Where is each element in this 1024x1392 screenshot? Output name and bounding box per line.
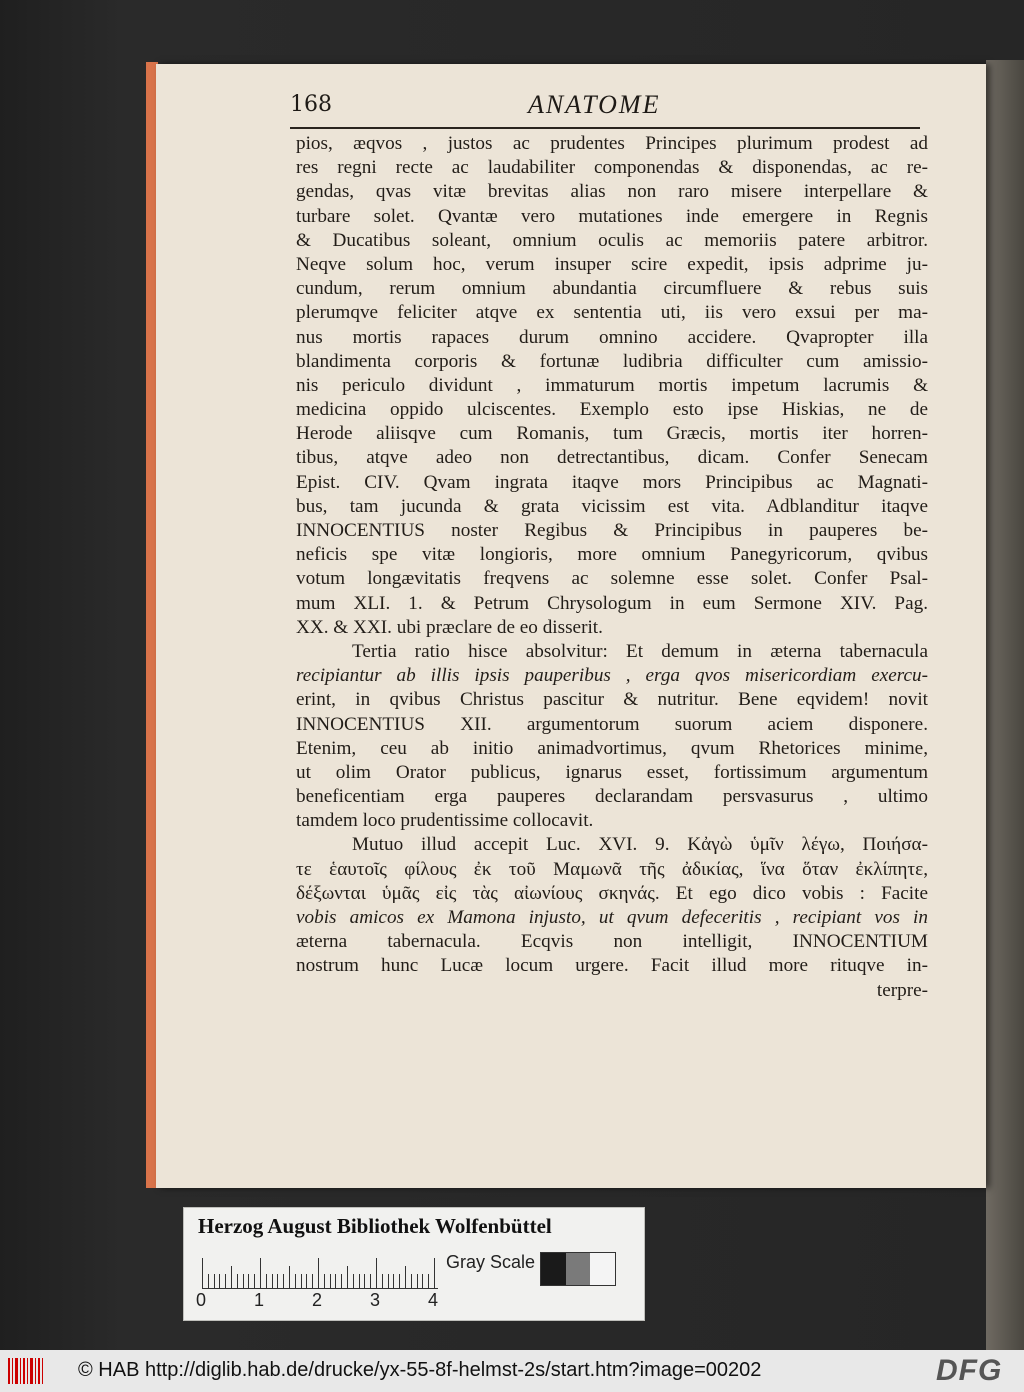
- ruler-numbers: [196, 1290, 456, 1314]
- ruler-tick: [428, 1274, 429, 1288]
- text-line: æterna tabernacula. Ecqvis non intelligit, INNOCENTIUM: [296, 931, 928, 953]
- text-line: nus mortis rapaces durum omnino accidere. Qvapropter illa: [296, 326, 928, 348]
- ruler-tick: [231, 1266, 232, 1288]
- barcode-icon: [6, 1356, 46, 1386]
- book-binding-edge: [986, 60, 1024, 1350]
- text-line: nostrum hunc Lucæ locum urgere. Facit illud more rituqve in-: [296, 955, 928, 977]
- ruler-tick: [312, 1274, 313, 1288]
- ruler-tick: [330, 1274, 331, 1288]
- text-line: blandimenta corporis & fortunæ ludibria difficulter cum amissio-: [296, 350, 928, 372]
- gray-swatch-light: [590, 1253, 615, 1285]
- dfg-logo: DFG: [936, 1354, 1003, 1387]
- gray-swatch-mid: [566, 1253, 591, 1285]
- ruler-number: 1: [254, 1290, 265, 1310]
- text-line: neficis spe vitæ longioris, more omnium Panegyricorum, qvibus: [296, 544, 928, 566]
- ruler-tick: [266, 1274, 267, 1288]
- ruler-tick: [364, 1274, 365, 1288]
- ruler-tick: [237, 1274, 238, 1288]
- page-header: [290, 92, 920, 126]
- text-line: erint, in qvibus Christus pascitur & nutritur. Bene eqvidem! novit: [296, 689, 928, 711]
- ruler-tick: [248, 1274, 249, 1288]
- text-line: plerumqve feliciter atqve ex sententia uti, iis vero exsui per ma-: [296, 302, 928, 324]
- text-line: tamdem loco prudentissime collocavit.: [296, 810, 594, 832]
- ruler-number: 3: [370, 1290, 381, 1310]
- header-rule: [290, 127, 920, 129]
- ruler-tick: [376, 1258, 377, 1288]
- ruler-number: 0: [196, 1290, 207, 1310]
- ruler-number: 2: [312, 1290, 323, 1310]
- ruler-tick: [434, 1258, 435, 1288]
- text-line: beneficentiam erga pauperes declarandam persvasurus , ultimo: [296, 786, 928, 808]
- ruler-tick: [318, 1258, 319, 1288]
- ruler-tick: [341, 1274, 342, 1288]
- ruler-tick: [399, 1274, 400, 1288]
- ruler-tick: [243, 1274, 244, 1288]
- ruler-tick: [411, 1274, 412, 1288]
- text-line: & Ducatibus soleant, omnium oculis ac memoriis patere arbitror.: [296, 229, 928, 251]
- ruler-tick: [370, 1274, 371, 1288]
- text-line: ut olim Orator publicus, ignarus esset, fortissimum argumentum: [296, 761, 928, 783]
- color-calibration-card: [183, 1207, 645, 1321]
- ruler-tick: [353, 1274, 354, 1288]
- ruler-tick: [214, 1274, 215, 1288]
- card-title: Herzog August Bibliothek Wolfenbüttel: [198, 1214, 552, 1238]
- ruler-tick: [347, 1266, 348, 1288]
- ruler-tick: [272, 1274, 273, 1288]
- text-line: vobis amicos ex Mamona injusto, ut qvum defeceritis , recipiant vos in: [296, 907, 928, 928]
- text-line: mum XLI. 1. & Petrum Chrysologum in eum Sermone XIV. Pag.: [296, 592, 928, 614]
- text-line: recipiantur ab illis ipsis pauperibus , erga qvos misericordiam exercu-: [296, 665, 928, 687]
- ruler-tick: [359, 1274, 360, 1288]
- ruler-scale: [202, 1256, 438, 1289]
- ruler-tick: [417, 1274, 418, 1288]
- gray-swatch-dark: [541, 1253, 566, 1285]
- text-line: cundum, rerum omnium abundantia circumfluere & rebus suis: [296, 278, 928, 300]
- ruler-tick: [283, 1274, 284, 1288]
- footer-bar: [0, 1350, 1024, 1392]
- ruler-tick: [277, 1274, 278, 1288]
- text-line: tibus, atqve adeo non detrectantibus, dicam. Confer Senecam: [296, 447, 928, 469]
- text-line: Epist. CIV. Qvam ingrata itaqve mors Principibus ac Magnati-: [296, 471, 928, 493]
- text-line: res regni recte ac laudabiliter componendas & disponendas, ac re-: [296, 157, 928, 179]
- text-line: δέξωνται ὑμᾶς εἰς τὰς αἰωνίους σκηνάς. Et ego dico vobis : Facite: [296, 882, 928, 904]
- ruler-number: 4: [428, 1290, 439, 1310]
- gray-scale-swatches: [540, 1252, 616, 1286]
- page-number: 168: [290, 92, 332, 117]
- text-line: pios, æqvos , justos ac prudentes Principes plurimum prodest ad: [296, 133, 928, 154]
- ruler-tick: [295, 1274, 296, 1288]
- text-line: Neqve solum hoc, verum insuper scire expedit, ipsis adprime ju-: [296, 253, 928, 275]
- ruler-tick: [382, 1274, 383, 1288]
- text-line: INNOCENTIUS noster Regibus & Principibus in pauperes be-: [296, 520, 928, 541]
- ruler-tick: [208, 1274, 209, 1288]
- ruler-tick: [335, 1274, 336, 1288]
- ruler-tick: [422, 1274, 423, 1288]
- text-line: votum longævitatis freqvens ac solemne esse solet. Confer Psal-: [296, 568, 928, 590]
- text-line: τε ἑαυτοῖς φίλους ἐκ τοῦ Μαμωνᾶ τῆς ἀδικίας, ἵνα ὅταν ἐκλίπητε,: [296, 858, 928, 880]
- running-title: ANATOME: [528, 90, 661, 119]
- catchword: terpre-: [876, 979, 928, 1001]
- ruler-tick: [306, 1274, 307, 1288]
- ruler-tick: [219, 1274, 220, 1288]
- text-line: XX. & XXI. ubi præclare de eo disserit.: [296, 616, 603, 638]
- ruler-tick: [324, 1274, 325, 1288]
- text-line: turbare solet. Qvantæ vero mutationes inde emergere in Regnis: [296, 205, 928, 227]
- ruler-tick: [225, 1274, 226, 1288]
- text-line: nis periculo dividunt , immaturum mortis impetum lacrumis &: [296, 374, 928, 396]
- text-line: Herode aliisqve cum Romanis, tum Græcis, mortis iter horren-: [296, 423, 928, 445]
- footer-url-text: © HAB http://diglib.hab.de/drucke/yx-55-8f-helmst-2s/start.htm?image=00202: [78, 1359, 762, 1381]
- ruler-tick: [301, 1274, 302, 1288]
- gray-scale-label: Gray Scale: [446, 1252, 536, 1272]
- ruler-tick: [393, 1274, 394, 1288]
- text-line: medicina oppido ulciscentes. Exemplo esto ipse Hiskias, ne de: [296, 399, 928, 421]
- text-line: Mutuo illud accepit Luc. XVI. 9. Κἀγὼ ὑμῖν λέγω, Ποιήσα-: [352, 834, 928, 856]
- ruler-tick: [202, 1258, 203, 1288]
- text-line: gendas, qvas vitæ brevitas alias non raro misere interpellare &: [296, 181, 928, 203]
- ruler-tick: [289, 1266, 290, 1288]
- ruler-tick: [405, 1266, 406, 1288]
- ruler-tick: [254, 1274, 255, 1288]
- text-line: Etenim, ceu ab initio animadvortimus, qvum Rhetorices minime,: [296, 737, 928, 759]
- ruler-tick: [388, 1274, 389, 1288]
- ruler-tick: [260, 1258, 261, 1288]
- text-line: bus, tam jucunda & grata vicissim est vita. Adblanditur itaqve: [296, 495, 928, 517]
- text-line: Tertia ratio hisce absolvitur: Et demum in æterna tabernacula: [352, 640, 928, 662]
- text-line: INNOCENTIUS XII. argumentorum suorum aciem disponere.: [296, 713, 928, 735]
- page-text: [296, 132, 928, 1003]
